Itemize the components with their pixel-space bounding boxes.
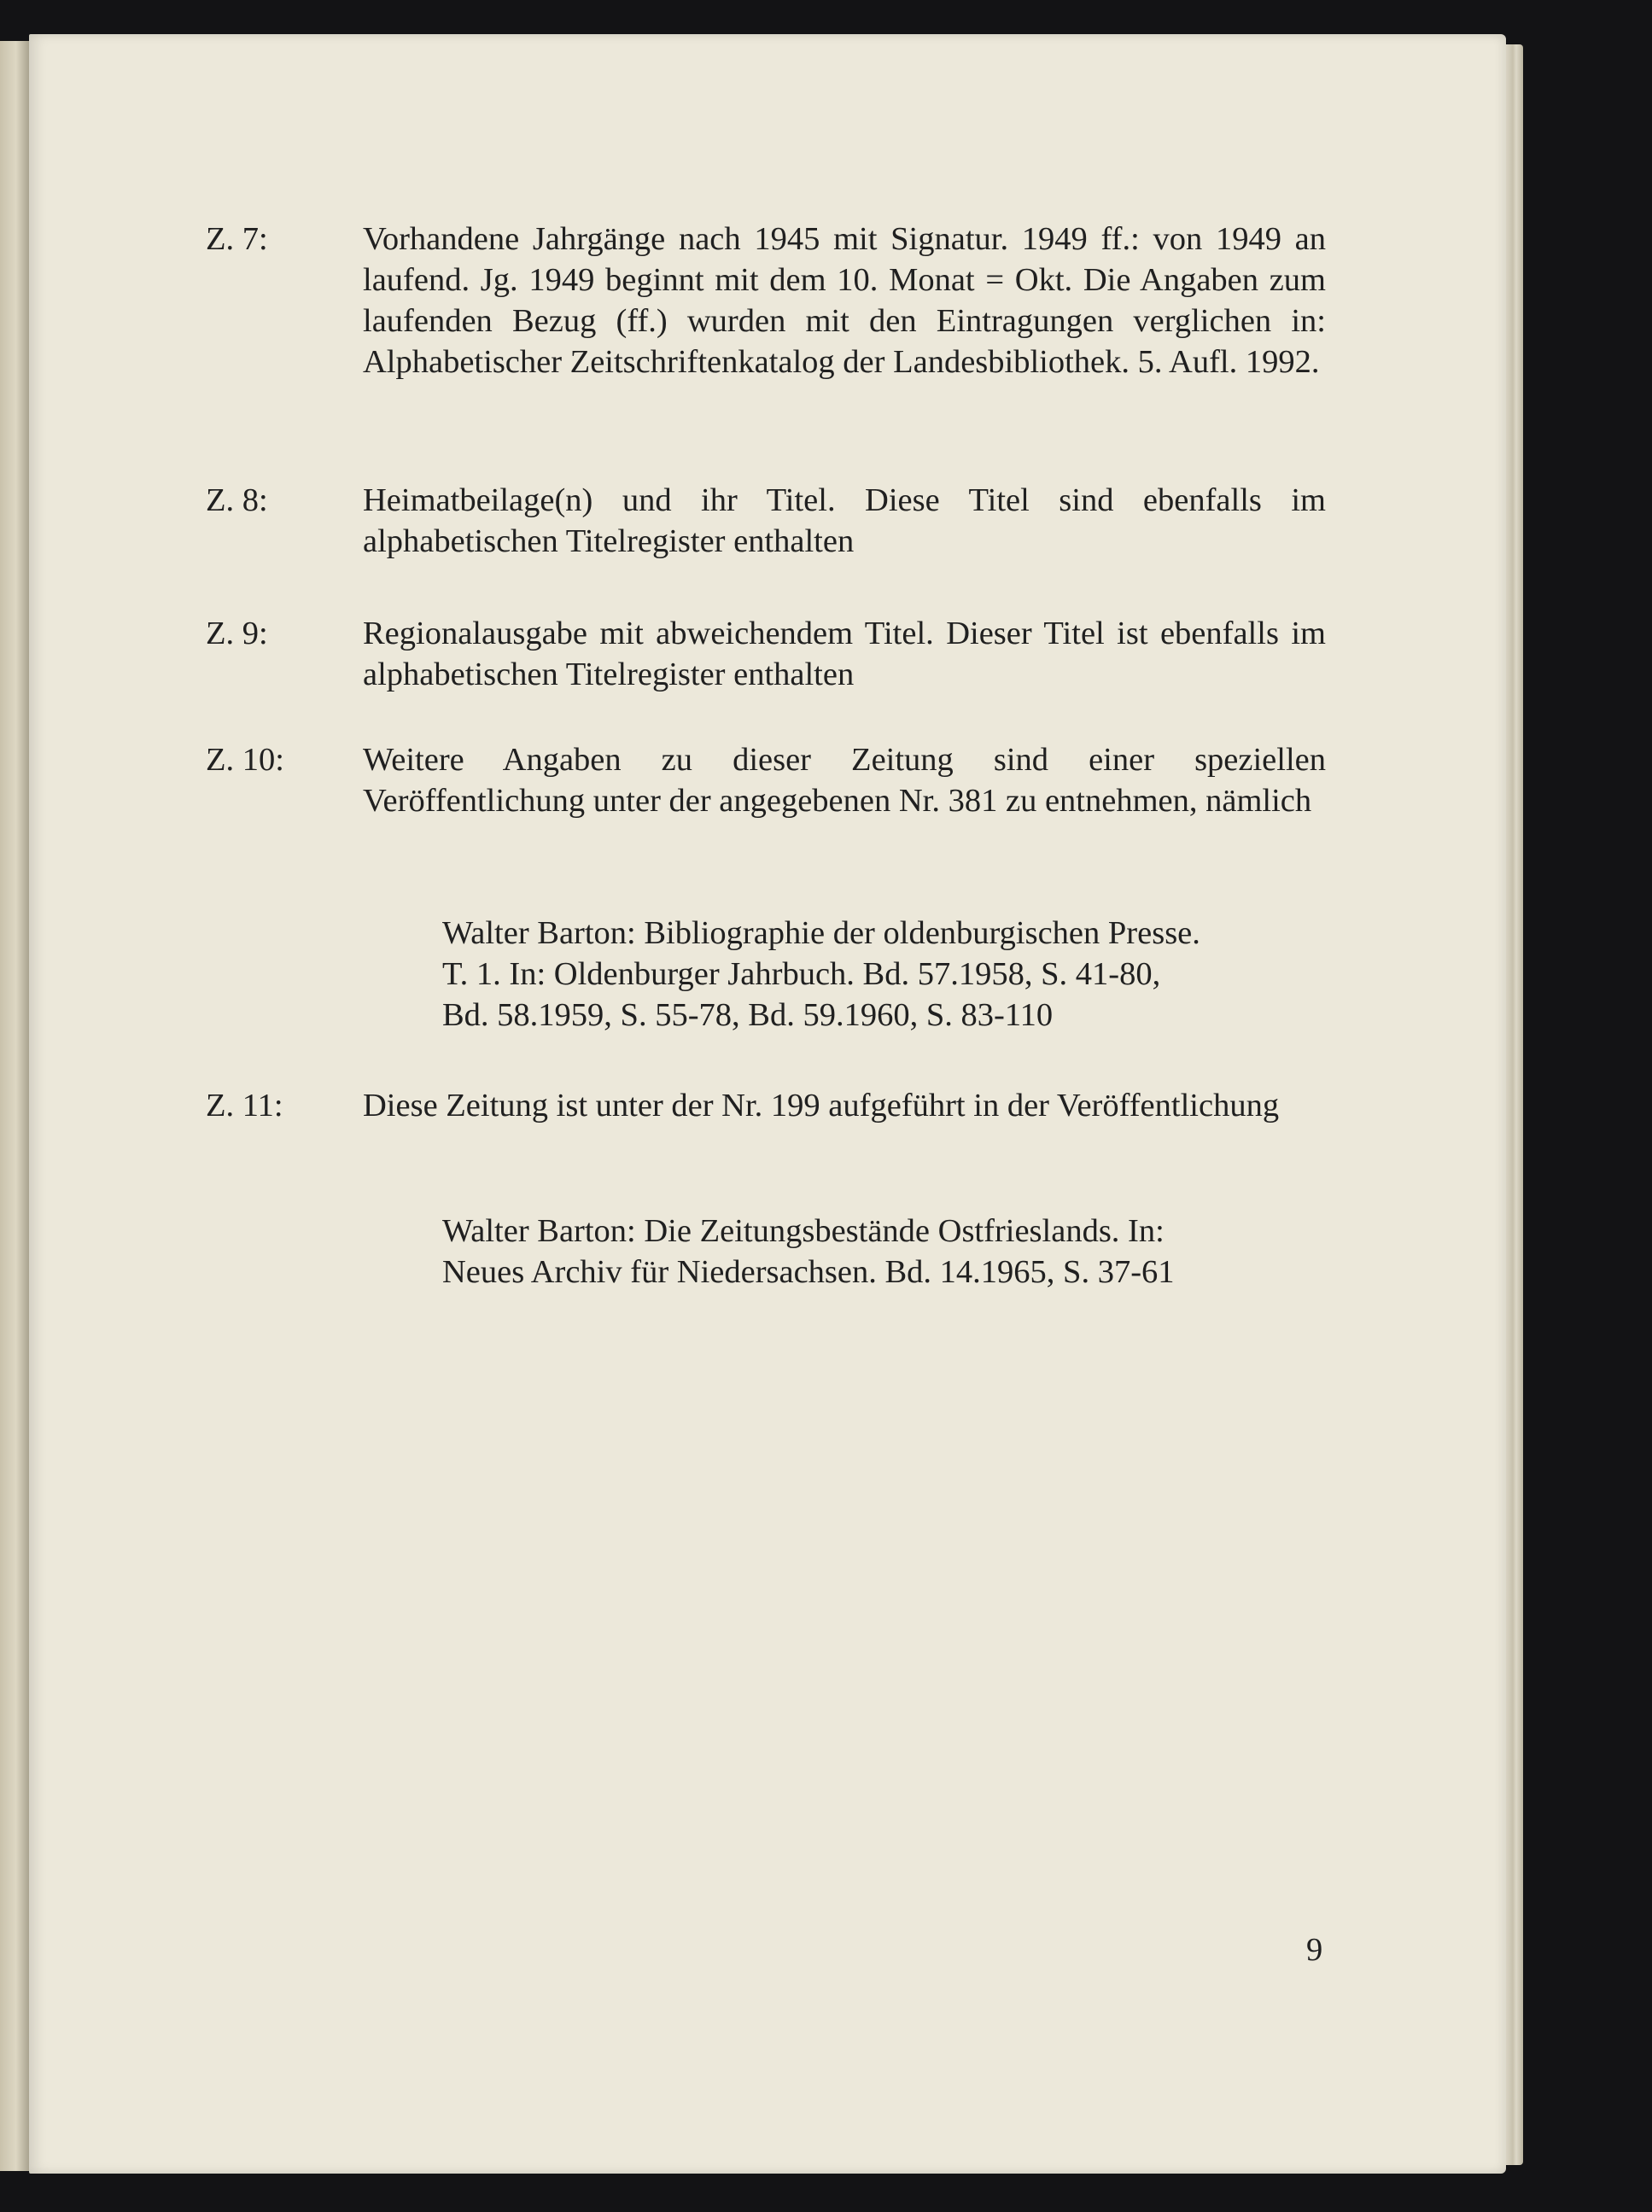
entry-text: Heimatbeilage(n) und ihr Titel. Diese Titel sind ebenfalls im alphabetischen Titelregister enthalten (363, 482, 1326, 559)
entry-z10 (206, 739, 1326, 821)
entry-label: Z. 7: (206, 221, 268, 257)
page-number: 9 (1306, 1932, 1323, 1968)
citation-line: Walter Barton: Die Zeitungsbestände Ostfrieslands. In: (442, 1213, 1165, 1249)
citation-barton-ostfriesland (442, 1211, 1330, 1293)
entry-text: Vorhandene Jahrgänge nach 1945 mit Signatur. 1949 ff.: von 1949 an laufend. Jg. 1949 beginnt mit dem 10. Monat = Okt. Die Angaben zum laufenden Bezug (ff.) wurden mit den Eintragungen verglichen in: Alphabetischer Zeitschriftenkatalog der Landesbibliothek. 5. Aufl. 1992. (363, 221, 1326, 380)
entry-label: Z. 10: (206, 742, 284, 778)
citation-line: Bd. 58.1959, S. 55-78, Bd. 59.1960, S. 83-110 (442, 997, 1054, 1033)
entry-label: Z. 9: (206, 616, 268, 651)
entry-text: Regionalausgabe mit abweichendem Titel. Dieser Titel ist ebenfalls im alphabetischen Titelregister enthalten (363, 616, 1326, 692)
previous-page-edge (0, 41, 29, 2171)
entry-z9 (206, 613, 1326, 695)
entry-z11 (206, 1085, 1326, 1126)
citation-line: Neues Archiv für Niedersachsen. Bd. 14.1965, S. 37-61 (442, 1254, 1175, 1290)
citation-line: Walter Barton: Bibliographie der oldenburgischen Presse. (442, 915, 1200, 951)
entry-label: Z. 11: (206, 1088, 283, 1124)
entry-z7 (206, 219, 1326, 382)
entry-text: Weitere Angaben zu dieser Zeitung sind einer speziellen Veröffentlichung unter der angegebenen Nr. 381 zu entnehmen, nämlich (363, 742, 1326, 819)
page-stack-edge (1506, 44, 1523, 2165)
entry-text: Diese Zeitung ist unter der Nr. 199 aufgeführt in der Veröffentlichung (363, 1088, 1280, 1124)
citation-barton-oldenburg (442, 913, 1330, 1036)
entry-label: Z. 8: (206, 482, 268, 518)
citation-line: T. 1. In: Oldenburger Jahrbuch. Bd. 57.1958, S. 41-80, (442, 956, 1161, 992)
entry-z8 (206, 480, 1326, 562)
